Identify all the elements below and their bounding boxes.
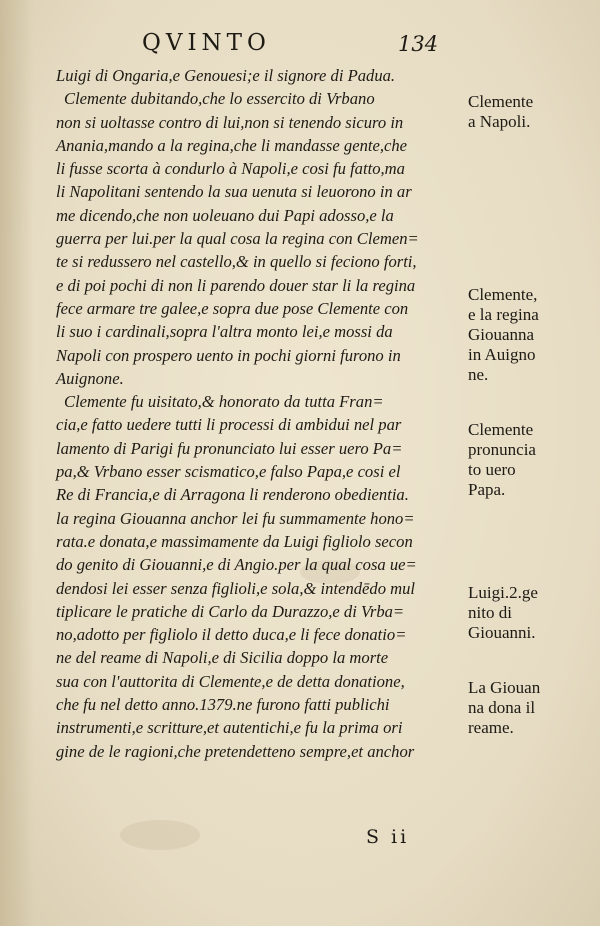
marginal-note-line: in Auigno — [468, 345, 536, 364]
signature-mark: S ii — [366, 826, 410, 848]
text-line: guerra per lui.per la qual cosa la regina con Clemen= — [56, 229, 419, 249]
text-line: li suo i cardinali,sopra l'altra monto lei,e mossi da — [56, 322, 393, 342]
marginal-note-line: La Giouan — [468, 678, 541, 697]
text-line: li fusse scorta à condurlo à Napoli,e cosi fu fatto,ma — [56, 159, 405, 179]
marginal-note-line: Clemente, — [468, 285, 538, 304]
text-line: te si redussero nel castello,& in quello si feciono forti, — [56, 252, 417, 272]
marginal-note-line: pronuncia — [468, 440, 536, 459]
marginal-note-line: Clemente — [468, 92, 534, 111]
running-head: QVINTO — [142, 30, 271, 56]
paper-stain — [120, 820, 200, 850]
main-text-block — [56, 64, 464, 763]
text-line: no,adotto per figliolo il detto duca,e li fece donatio= — [56, 625, 407, 645]
text-line: cia,e fatto uedere tutti li processi di ambidui nel par — [56, 415, 402, 435]
marginal-note-line: to uero — [468, 460, 516, 479]
marginal-note-line: ne. — [468, 365, 489, 384]
text-line: lamento di Parigi fu pronunciato lui esser uero Pa= — [56, 438, 403, 458]
text-line: fece armare tre galee,e sopra due pose Clemente con — [56, 298, 409, 318]
page-gutter-shadow — [0, 0, 34, 926]
text-line: Re di Francia,e di Arragona li renderono obedientia. — [56, 485, 409, 505]
text-line: gine de le ragioni,che pretendetteno sempre,et anchor — [56, 741, 415, 761]
text-line: instrumenti,e scritture,et autentichi,e fu la prima ori — [56, 718, 403, 738]
text-line: Anania,mando a la regina,che li mandasse gente,che — [56, 135, 408, 155]
marginal-note — [468, 285, 596, 385]
text-line: Napoli con prospero uento in pochi giorni furono in — [56, 345, 401, 365]
marginal-note-line: nito di — [468, 603, 512, 622]
text-line: Clemente fu uisitato,& honorato da tutta Fran= — [64, 392, 384, 412]
text-line: sua con l'auttorita di Clemente,e de detta donatione, — [56, 671, 405, 691]
marginal-note-line: Clemente — [468, 420, 534, 439]
text-line: Auignone. — [56, 368, 124, 388]
text-line: ne del reame di Napoli,e di Sicilia doppo la morte — [56, 648, 389, 668]
marginal-note-line: Luigi.2.ge — [468, 583, 538, 602]
text-line: do genito di Giouanni,e di Angio.per la qual cosa ue= — [56, 555, 417, 575]
text-line: tiplicare le pratiche di Carlo da Durazzo,e di Vrba= — [56, 601, 405, 621]
marginal-note-line: Giouanni. — [468, 623, 536, 642]
text-line: dendosi lei esser senza figlioli,e sola,& intendēdo mul — [56, 578, 416, 598]
marginal-note — [468, 583, 596, 643]
text-line: la regina Giouanna anchor lei fu summamente hono= — [56, 508, 415, 528]
marginal-note-line: a Napoli. — [468, 112, 531, 131]
folio-number: 134 — [398, 32, 439, 56]
marginal-note — [468, 92, 596, 132]
text-line: me dicendo,che non uoleuano dui Papi adosso,e la — [56, 205, 394, 225]
marginal-note-line: Giouanna — [468, 325, 535, 344]
text-line: Luigi di Ongaria,e Genouesi;e il signore di Padua. — [56, 66, 396, 85]
text-line: pa,& Vrbano esser scismatico,e falso Papa,e cosi el — [56, 462, 401, 482]
marginal-note-line: na dona il — [468, 698, 536, 717]
text-line: non si uoltasse contro di lui,non si tenendo sicuro in — [56, 112, 404, 132]
marginal-note-line: Papa. — [468, 480, 506, 499]
marginal-note-line: e la regina — [468, 305, 539, 324]
marginal-note-line: reame. — [468, 718, 514, 737]
text-line: che fu nel detto anno.1379.ne furono fatti publichi — [56, 695, 390, 715]
text-line: rata.e donata,e massimamente da Luigi figliolo secon — [56, 531, 413, 551]
marginal-note — [468, 420, 596, 500]
text-line: e di poi pochi di non li parendo douer star li la regina — [56, 275, 416, 295]
marginal-note — [468, 678, 596, 738]
text-line: Clemente dubitando,che lo essercito di Vrbano — [64, 89, 375, 109]
text-line: li Napolitani sentendo la sua uenuta si leuorono in ar — [56, 182, 412, 202]
